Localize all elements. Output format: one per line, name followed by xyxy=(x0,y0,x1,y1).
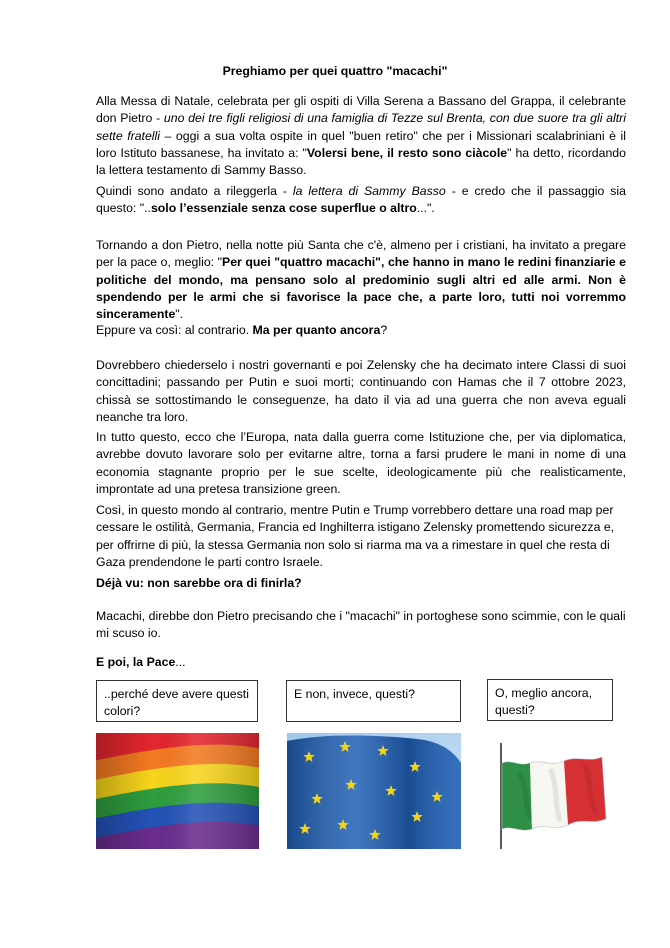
paragraph-9: Macachi, direbbe don Pietro precisando che i "macachi" in portoghese sono scimmie, con le quali mi scuso io. xyxy=(96,609,626,641)
italian-flag-icon xyxy=(488,733,613,849)
paragraph-10: E poi, la Pace... xyxy=(96,655,186,669)
eu-flag-icon xyxy=(287,733,461,849)
caption-box-left: ..perché deve avere questi colori? xyxy=(96,680,258,722)
paragraph-3: Tornando a don Pietro, nella notte più Santa che c'è, almeno per i cristiani, ha invitato a pregare per la pace o, meglio: "Per quei "quattro macachi", che hanno in mano le redini finanziarie e politiche del mondo, ma pensano solo al predominio sugli altri ed alle armi. Non è spendendo per le armi che si favorisce la pace che, a parte loro, tutti noi vorremmo sinceramente". xyxy=(96,238,626,322)
paragraph-4: Eppure va così: al contrario. Ma per quanto ancora? xyxy=(96,323,388,337)
paragraph-5: Dovrebbero chiederselo i nostri governanti e poi Zelensky che ha decimato intere Classi di suoi concittadini; passando per Putin e suoi morti; continuando con Hamas che il 7 ottobre 2023, chissà se sottostimando le conseguenze, ha dato il via ad una guerra che non aveva eguali neanche tra loro. xyxy=(96,358,626,424)
rainbow-flag-icon xyxy=(96,733,259,849)
caption-box-right: O, meglio ancora, questi? xyxy=(487,679,613,721)
eu-flag-photo xyxy=(287,733,461,849)
rainbow-flag-photo xyxy=(96,733,259,849)
page-title: Preghiamo per quei quattro "macachi" xyxy=(222,64,448,78)
caption-box-middle: E non, invece, questi? xyxy=(286,680,461,722)
italian-flag-photo xyxy=(488,733,613,849)
paragraph-8: Déjà vu: non sarebbe ora di finirla? xyxy=(96,576,302,590)
paragraph-2: Quindi sono andato a rileggerla - la lettera di Sammy Basso - e credo che il passaggio sia questo: "..solo l’essenziale senza cose superflue o altro...". xyxy=(96,184,626,216)
paragraph-7: Così, in questo mondo al contrario, mentre Putin e Trump vorrebbero dettare una road map per cessare le ostilità, Germania, Francia ed Inghilterra istigano Zelensky promettendo sicurezza e, per offrirne di più, la stessa Germania non solo si riarma ma va a rimestare in quel che resta di Gaza prendendone le parti contro Israele. xyxy=(96,503,615,569)
paragraph-6: In tutto questo, ecco che l’Europa, nata dalla guerra come Istituzione che, per via diplomatica, avrebbe dovuto lavorare solo per evitarne altre, torna a farsi prudere le mani in nome di una economia stagnante proprio per le sue scelte, ideologicamente più che realisticamente, improntate ad una pretesa transizione green. xyxy=(96,430,626,496)
paragraph-1: Alla Messa di Natale, celebrata per gli ospiti di Villa Serena a Bassano del Grappa, il celebrante don Pietro - uno dei tre figli religiosi di una famiglia di Tezze sul Brenta, con due suore tra gli altri sette fratelli – oggi a sua volta ospite in quel "buen retiro" che per i Missionari scalabriniani è il loro Istituto bassanese, ha invitato a: "Volersi bene, il resto sono ciàcole" ha detto, ricordando la lettera testamento di Sammy Basso. xyxy=(96,94,626,178)
